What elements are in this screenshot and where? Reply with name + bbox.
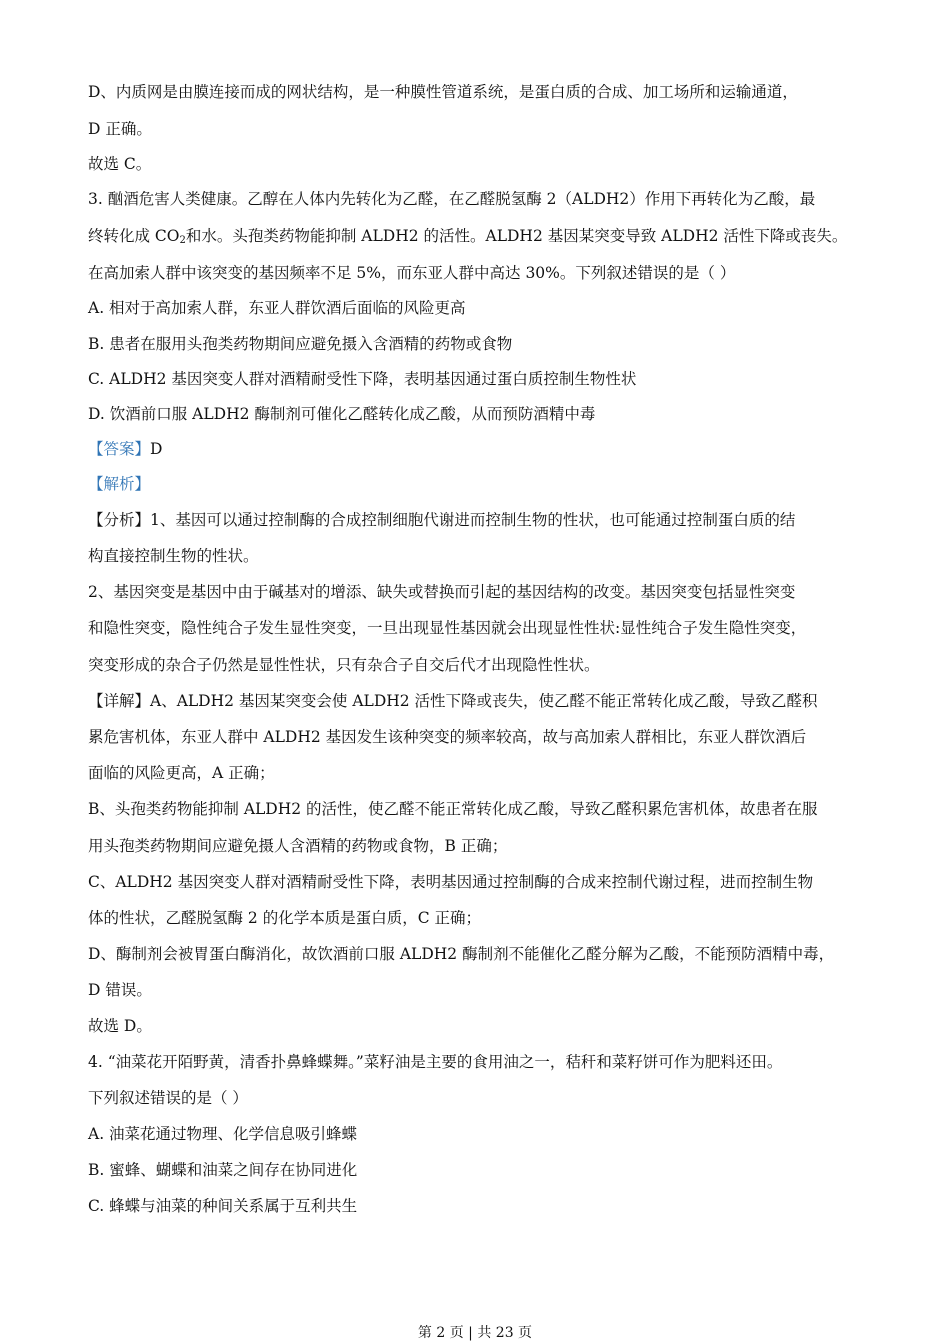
text-line: 用头孢类药物期间应避免摄人含酒精的药物或食物，B 正确；: [88, 837, 508, 855]
text-line: 下列叙述错误的是（ ）: [88, 1089, 248, 1107]
text-line: D 正确。: [88, 120, 152, 138]
answer-value: D: [150, 440, 163, 458]
text-line: 面临的风险更高，A 正确；: [88, 764, 275, 782]
text-line: 故选 C。: [88, 155, 152, 173]
option-b: B. 蜜蜂、蝴蝶和油菜之间存在协同进化: [88, 1161, 358, 1179]
text-line: 突变形成的杂合子仍然是显性性状，只有杂合子自交后代才出现隐性性状。: [88, 656, 600, 674]
option-a: A. 油菜花通过物理、化学信息吸引蜂蝶: [88, 1125, 358, 1143]
text-line: 在高加索人群中该突变的基因频率不足 5%，而东亚人群中高达 30%。下列叙述错误的是（ ）: [88, 264, 736, 282]
text-line: 【分析】1、基因可以通过控制酶的合成控制细胞代谢进而控制生物的性状，也可能通过控制蛋白质的结: [88, 511, 796, 529]
answer-line: [88, 438, 162, 460]
option-c: C. 蜂蝶与油菜的种间关系属于互利共生: [88, 1197, 358, 1215]
text-line: 累危害机体，东亚人群中 ALDH2 基因发生该种突变的频率较高，故与高加索人群相比，东亚人群饮酒后: [88, 728, 807, 746]
page-footer: 第 2 页 | 共 23 页: [417, 1325, 533, 1341]
text-line: 和隐性突变，隐性纯合子发生显性突变，一旦出现显性基因就会出现显性性状:显性纯合子发生隐性突变，: [88, 619, 807, 637]
analysis-tag: 【解析】: [88, 475, 151, 493]
co2-prefix: 终转化成 CO: [88, 227, 180, 245]
option-a: A. 相对于高加索人群，东亚人群饮酒后面临的风险更高: [88, 299, 466, 317]
option-b: B. 患者在服用头孢类药物期间应避免摄入含酒精的药物或食物: [88, 335, 513, 353]
text-line: B、头孢类药物能抑制 ALDH2 的活性，使乙醛不能正常转化成乙酸，导致乙醛积累危害机体，故患者在服: [88, 800, 818, 818]
text-line: 故选 D。: [88, 1017, 152, 1035]
text-line: D 错误。: [88, 981, 152, 999]
text-line: 【详解】A、ALDH2 基因某突变会使 ALDH2 活性下降或丧失，使乙醛不能正常转化成乙酸，导致乙醛积: [88, 692, 818, 710]
text-line: D、酶制剂会被胃蛋白酶消化，故饮酒前口服 ALDH2 酶制剂不能催化乙醛分解为乙酸，不能预防酒精中毒，: [88, 945, 835, 963]
text-line: [88, 225, 847, 247]
option-d: D. 饮酒前口服 ALDH2 酶制剂可催化乙醛转化成乙酸，从而预防酒精中毒: [88, 405, 596, 423]
text-line: 构直接控制生物的性状。: [88, 547, 259, 565]
text-line-rest: 和水。头孢类药物能抑制 ALDH2 的活性。ALDH2 基因某突变导致 ALDH2 活性下降或丧失。: [185, 227, 848, 245]
text-line: D、内质网是由膜连接而成的网状结构，是一种膜性管道系统，是蛋白质的合成、加工场所和运输通道，: [88, 83, 798, 101]
option-c: C. ALDH2 基因突变人群对酒精耐受性下降，表明基因通过蛋白质控制生物性状: [88, 370, 637, 388]
question-3-stem: 3. 酗酒危害人类健康。乙醇在人体内先转化为乙醛，在乙醛脱氢酶 2（ALDH2）作用下再转化为乙酸，最: [88, 190, 816, 208]
text-line: C、ALDH2 基因突变人群对酒精耐受性下降，表明基因通过控制酶的合成来控制代谢过程，进而控制生物: [88, 873, 814, 891]
text-line: 体的性状，乙醛脱氢酶 2 的化学本质是蛋白质，C 正确；: [88, 909, 482, 927]
text-line: 2、基因突变是基因中由于碱基对的增添、缺失或替换而引起的基因结构的改变。基因突变包括显性突变: [88, 583, 796, 601]
question-4-stem: 4. “油菜花开陌野黄，清香扑鼻蜂蝶舞。”菜籽油是主要的食用油之一，秸秆和菜籽饼可作为肥料还田。: [88, 1053, 783, 1071]
co2-subscript: 2: [179, 235, 186, 246]
answer-tag: 【答案】: [88, 440, 151, 458]
